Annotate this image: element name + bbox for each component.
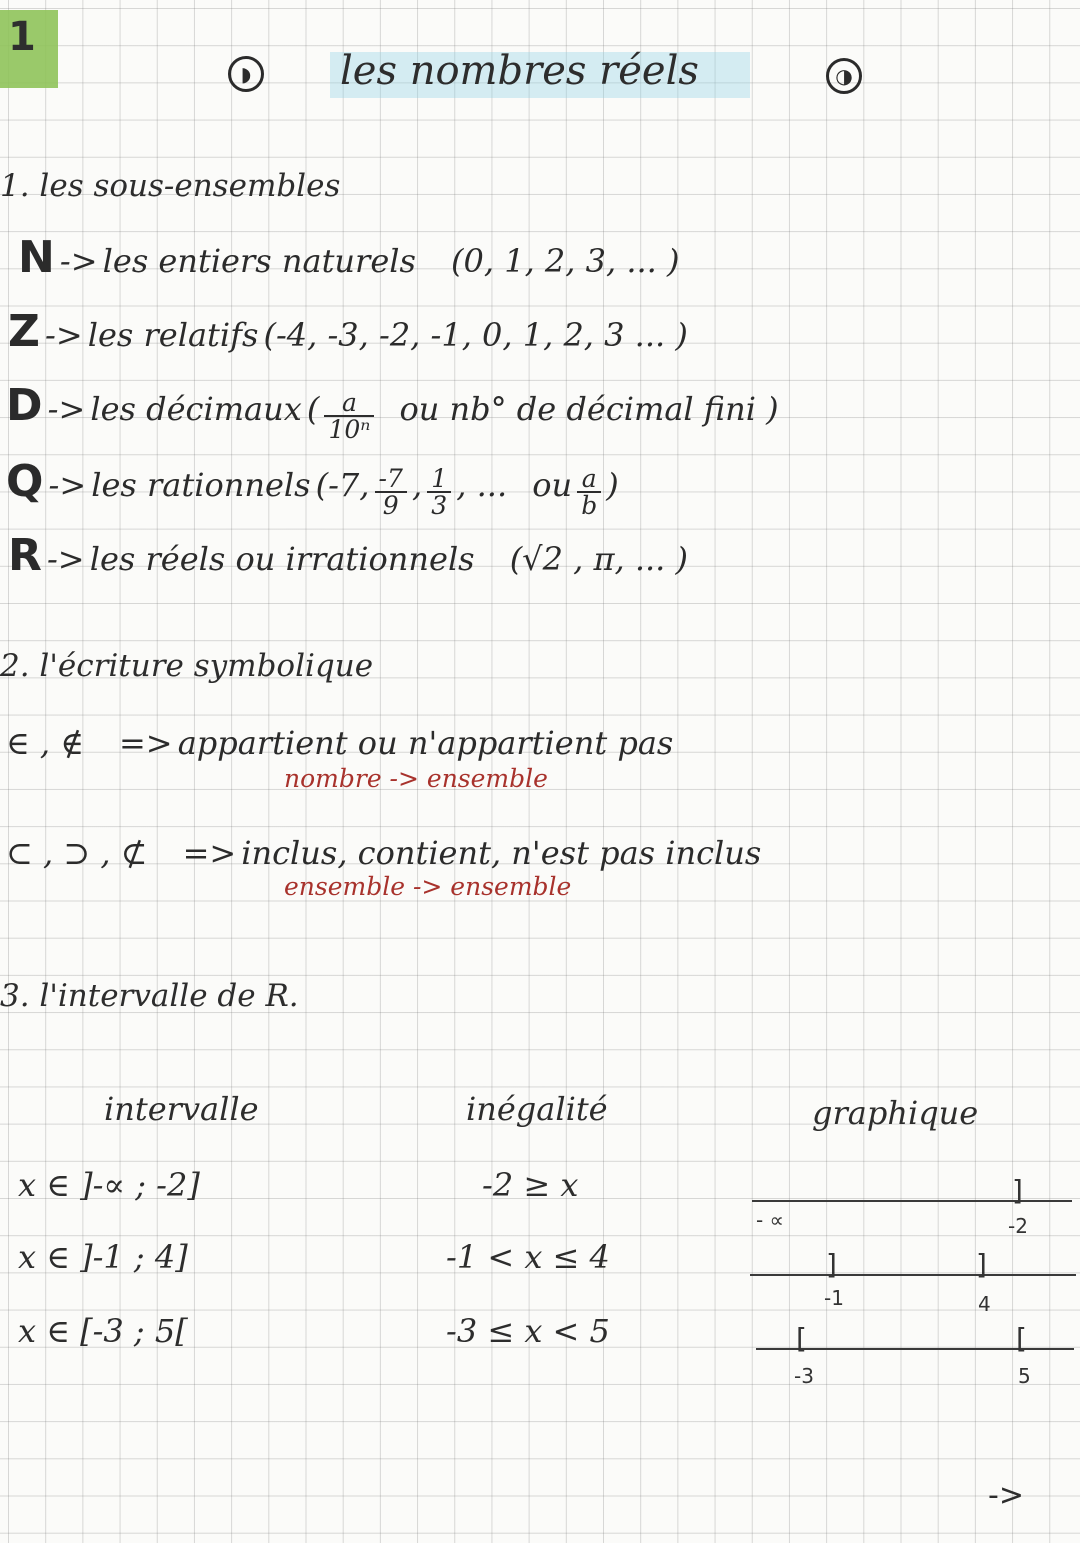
number-line-2-label-b: 4 xyxy=(978,1292,991,1316)
set-q-ou: ou xyxy=(532,466,573,504)
set-q-fraction-1 xyxy=(375,463,407,520)
number-line-2-bracket-b: ] xyxy=(976,1248,987,1281)
set-z-symbol: Z xyxy=(8,306,40,357)
set-n-row xyxy=(18,232,679,283)
section-3-heading: 3. l'intervalle de R. xyxy=(0,978,299,1014)
set-z-label: les relatifs xyxy=(87,316,259,354)
set-r-row xyxy=(8,530,688,581)
set-d-rest: ou nb° de décimal fini ) xyxy=(399,390,779,428)
symbol-row-2-text: inclus, contient, n'est pas inclus xyxy=(241,834,762,872)
next-page-arrow: -> xyxy=(988,1478,1024,1513)
number-line-1-left-label: - ∝ xyxy=(756,1208,784,1232)
interval-row-2: x ∈ ]-1 ; 4] xyxy=(18,1238,188,1276)
symbol-row-1-text: appartient ou n'appartient pas xyxy=(177,724,674,762)
set-z-arrow: -> xyxy=(45,316,83,354)
page-number: 1 xyxy=(8,14,36,60)
set-q-f2-den: 3 xyxy=(431,490,448,520)
set-q-row: Q -> les rationnels (-7, $\frac{-7}{9}$ , $\frac{1}{3}$ , ... ou $\frac{a}{b}$ ) xyxy=(6,456,619,520)
set-q-ex1: (-7, xyxy=(315,466,370,504)
set-n-label: les entiers naturels xyxy=(102,242,416,280)
number-line-2 xyxy=(750,1274,1076,1276)
set-d-arrow: -> xyxy=(47,390,86,428)
number-line-2-label-a: -1 xyxy=(824,1286,844,1310)
set-n-symbol: N xyxy=(18,232,55,283)
set-q-close: ) xyxy=(606,466,619,504)
set-r-label: les réels ou irrationnels xyxy=(89,540,475,578)
section-2-heading: 2. l'écriture symbolique xyxy=(0,648,374,684)
symbol-row-1-arrow: => xyxy=(118,724,173,762)
col-header-inequality: inégalité xyxy=(466,1090,608,1128)
symbol-row-1-symbols: ∈ , ∉ xyxy=(6,724,84,762)
set-q-label: les rationnels xyxy=(91,466,311,504)
set-z-row xyxy=(8,306,688,357)
set-q-fraction-3 xyxy=(577,463,601,520)
set-q-fraction-2 xyxy=(427,463,451,520)
set-z-examples: (-4, -3, -2, -1, 0, 1, 2, 3 ... ) xyxy=(263,316,688,354)
set-q-f3-den: b xyxy=(581,490,598,520)
set-d-open: ( xyxy=(306,390,320,428)
set-d-fraction-den: 10ⁿ xyxy=(328,414,371,444)
set-q-dots: , ... xyxy=(456,466,508,504)
set-r-examples: (√2 , π, ... ) xyxy=(509,540,688,578)
symbol-row-2-arrow: => xyxy=(182,834,237,872)
number-line-3-label-b: 5 xyxy=(1018,1364,1031,1388)
symbol-row-1 xyxy=(6,724,673,762)
set-q-f2-num: 1 xyxy=(427,466,451,493)
col-header-interval: intervalle xyxy=(104,1090,259,1128)
set-d-fraction xyxy=(324,387,374,444)
section-1-heading: 1. les sous-ensembles xyxy=(0,168,341,204)
inequality-row-1: -2 ≥ x xyxy=(482,1166,579,1204)
set-q-f1-den: 9 xyxy=(382,490,399,520)
number-line-1-label-b: -2 xyxy=(1008,1214,1028,1238)
number-line-3-bracket-a: [ xyxy=(796,1322,807,1355)
number-line-1 xyxy=(752,1200,1072,1202)
set-q-f3-num: a xyxy=(577,466,601,493)
left-moon-icon: ◗ xyxy=(228,56,264,92)
symbol-row-2 xyxy=(6,834,761,872)
number-line-3-label-a: -3 xyxy=(794,1364,814,1388)
inequality-row-3: -3 ≤ x < 5 xyxy=(446,1312,610,1350)
set-d-row xyxy=(6,380,779,442)
set-n-examples: (0, 1, 2, 3, ... ) xyxy=(451,242,680,280)
set-q-arrow: -> xyxy=(48,466,87,504)
symbol-row-2-symbols: ⊂ , ⊃ , ⊄ xyxy=(6,834,148,872)
interval-row-1: x ∈ ]-∝ ; -2] xyxy=(18,1166,200,1204)
number-line-1-bracket-b: ] xyxy=(1012,1174,1023,1207)
set-r-arrow: -> xyxy=(46,540,85,578)
set-n-arrow: -> xyxy=(59,242,98,280)
set-d-symbol: D xyxy=(6,380,43,431)
inequality-row-2: -1 < x ≤ 4 xyxy=(446,1238,610,1276)
set-q-f1-num: -7 xyxy=(375,466,407,493)
number-line-2-bracket-a: ] xyxy=(826,1248,837,1281)
set-q-symbol: Q xyxy=(6,456,44,507)
set-d-fraction-num: a xyxy=(324,390,374,417)
col-header-graph: graphique xyxy=(812,1094,979,1132)
set-d-label: les décimaux xyxy=(90,390,302,428)
interval-row-3: x ∈ [-3 ; 5[ xyxy=(18,1312,188,1350)
set-r-symbol: R xyxy=(8,530,42,581)
symbol-row-2-note: ensemble -> ensemble xyxy=(284,872,572,901)
number-line-3-bracket-b: [ xyxy=(1016,1322,1027,1355)
right-moon-icon: ◑ xyxy=(826,58,862,94)
symbol-row-1-note: nombre -> ensemble xyxy=(284,764,548,793)
page-title: les nombres réels xyxy=(340,48,699,94)
